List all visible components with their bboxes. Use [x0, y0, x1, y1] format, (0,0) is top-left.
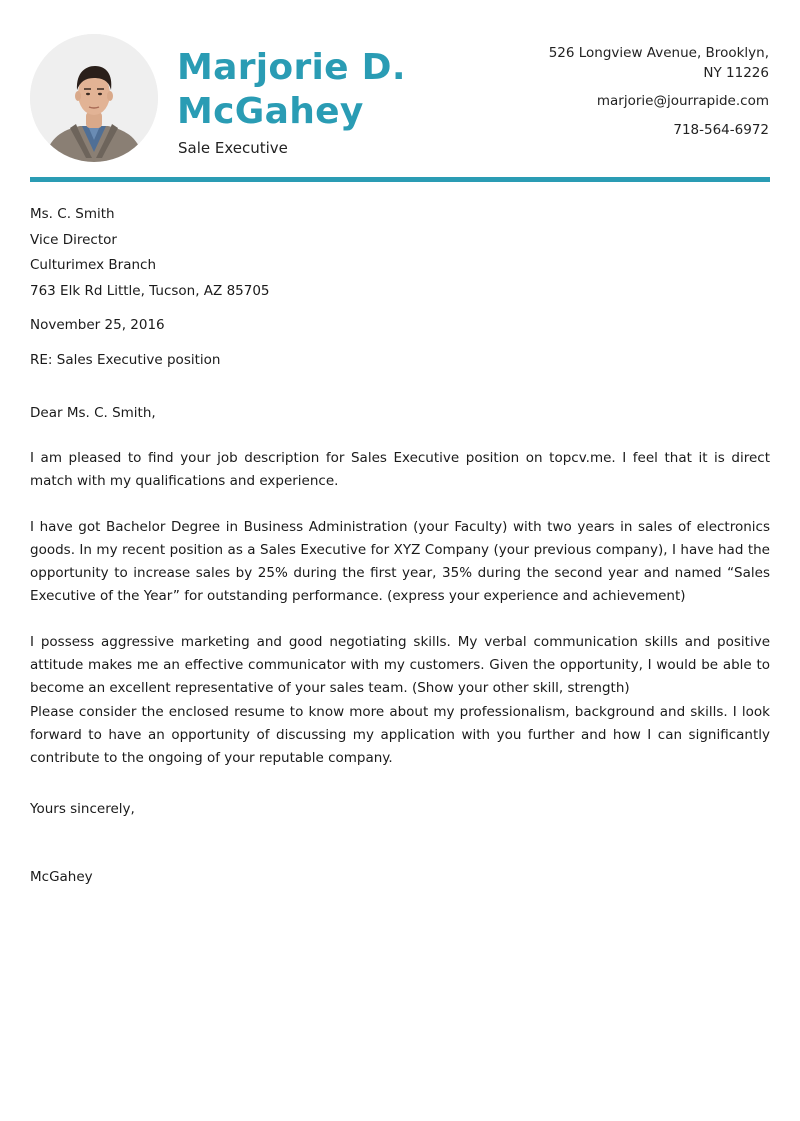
recipient-company: Culturimex Branch	[30, 257, 157, 273]
letter-paragraph-2: I have got Bachelor Degree in Business Administration (your Faculty) with two years in sales of electronics goods. In my recent position as a Sales Executive for XYZ Company (your previous company), I have had the opportunity to increase sales by 25% during the first year, 35% during the second year and named “Sales Executive of the Year” for outstanding performance. (express your experience and achievement)	[30, 518, 770, 605]
contact-address-line2: NY 11226	[703, 65, 769, 81]
recipient-name: Ms. C. Smith	[30, 206, 115, 222]
letter-paragraph-1: I am pleased to find your job description for Sales Executive position on topcv.me. I feel that it is direct match with my qualifications and experience.	[30, 450, 770, 490]
letter-signature: McGahey	[30, 868, 93, 885]
profile-photo	[30, 34, 158, 162]
applicant-job-title: Sale Executive	[178, 139, 288, 157]
letter-header	[0, 0, 800, 185]
applicant-name-line2: McGahey	[177, 91, 364, 132]
letter-paragraph-3: I possess aggressive marketing and good negotiating skills. My verbal communication skills and positive attitude makes me an effective communicator with my customers. Given the opportunity, I would be able to become an excellent representative of your sales team. (Show your other skill, strength)	[30, 633, 770, 697]
recipient-title: Vice Director	[30, 231, 117, 248]
header-divider	[30, 177, 770, 182]
avatar	[30, 34, 158, 162]
contact-email: marjorie@jourrapide.com	[596, 93, 769, 109]
letter-subject: RE: Sales Executive position	[30, 352, 221, 368]
applicant-name-line1: Marjorie D.	[177, 47, 406, 88]
letter-body	[30, 202, 770, 889]
applicant-name	[177, 46, 477, 134]
contact-address	[469, 43, 769, 83]
letter-date: November 25, 2016	[30, 317, 165, 333]
contact-address-line1: 526 Longview Avenue, Brooklyn,	[548, 45, 769, 61]
letter-paragraph-4: Please consider the enclosed resume to know more about my professionalism, background and skills. I look forward to have an opportunity of discussing my application with you further and how I can significantly contribute to the ongoing of your reputable company.	[30, 703, 770, 767]
recipient-address: 763 Elk Rd Little, Tucson, AZ 85705	[30, 282, 270, 299]
contact-phone: 718-564-6972	[673, 122, 769, 138]
letter-salutation: Dear Ms. C. Smith,	[30, 405, 156, 421]
contact-block	[469, 43, 769, 140]
recipient-block	[30, 202, 770, 304]
letter-closing: Yours sincerely,	[30, 800, 135, 817]
